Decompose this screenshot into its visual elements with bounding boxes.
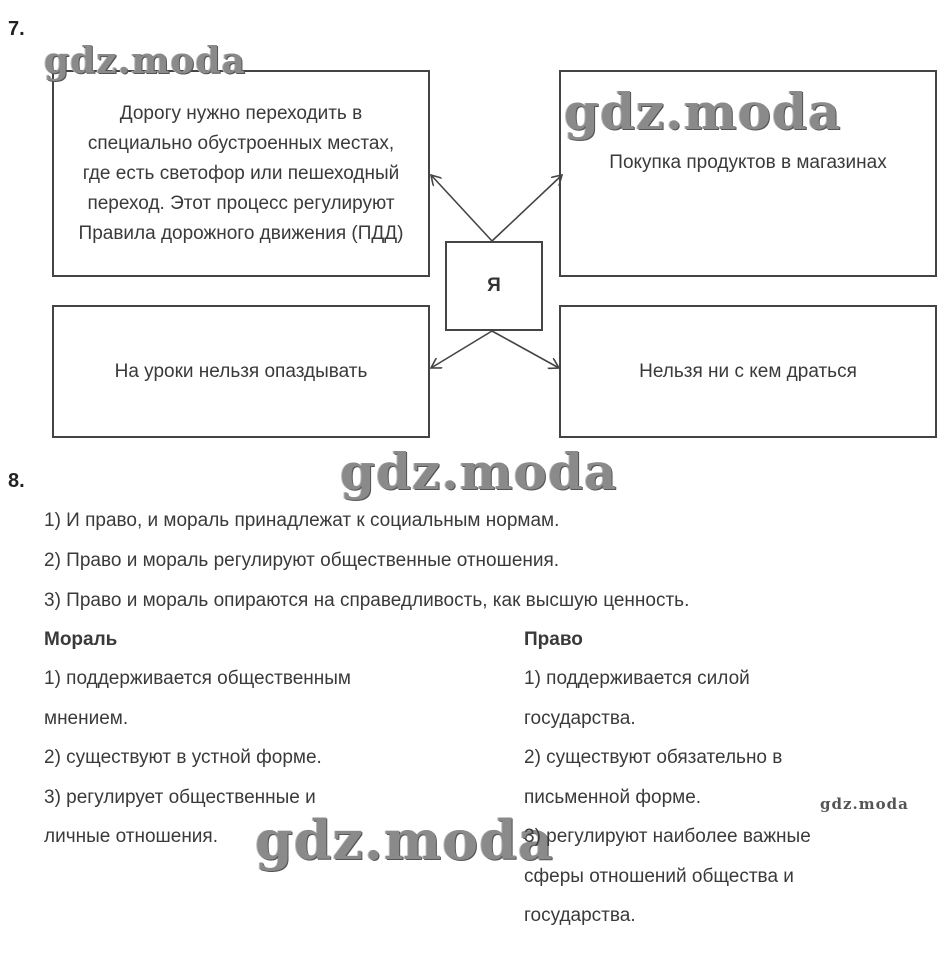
- law-heading: Право: [524, 629, 583, 650]
- task-7-number: 7.: [8, 18, 25, 40]
- moral-line: 1) поддерживается общественным: [44, 668, 351, 689]
- watermark-logo-small: gdz.moda: [820, 795, 909, 813]
- similarity-2: 2) Право и мораль регулируют общественные отношения.: [44, 550, 560, 571]
- arrow-to-bottom-left: [431, 331, 492, 368]
- center-label: Я: [487, 275, 501, 296]
- law-line: 3) регулируют наиболее важные: [524, 826, 811, 847]
- arrow-to-top-left: [431, 175, 492, 241]
- moral-heading: Мораль: [44, 629, 118, 650]
- law-line: государства.: [524, 708, 636, 729]
- box-no-fighting-text: Нельзя ни с кем драться: [639, 360, 857, 382]
- moral-line: 2) существуют в устной форме.: [44, 747, 322, 768]
- moral-line: мнением.: [44, 708, 129, 729]
- box-shopping-text: Покупка продуктов в магазинах: [609, 152, 887, 173]
- task-8-number: 8.: [8, 470, 25, 492]
- arrow-to-bottom-right: [492, 331, 559, 368]
- similarity-1: 1) И право, и мораль принадлежат к социальным нормам.: [44, 510, 560, 531]
- moral-line: личные отношения.: [44, 826, 218, 847]
- watermark-logo: gdz.moda: [340, 442, 618, 501]
- watermark-logo: gdz.moda: [255, 808, 554, 872]
- law-line: сферы отношений общества и: [524, 866, 794, 887]
- law-line: государства.: [524, 905, 636, 926]
- watermark-logo: gdz.moda: [44, 40, 246, 82]
- box-school-text: На уроки нельзя опаздывать: [114, 360, 368, 382]
- similarity-3: 3) Право и мораль опираются на справедливость, как высшую ценность.: [44, 590, 690, 611]
- box-traffic-rules-text: Дорогу нужно переходить в специально обустроенных местах, где есть светофор или пешеходный переход. Этот процесс регулируют Правила дорожного движения (ПДД): [78, 102, 404, 244]
- arrow-to-top-right: [492, 175, 562, 241]
- law-line: 2) существуют обязательно в: [524, 747, 783, 768]
- law-line: письменной форме.: [524, 787, 702, 808]
- moral-line: 3) регулирует общественные и: [44, 787, 316, 808]
- law-line: 1) поддерживается силой: [524, 668, 750, 689]
- watermark-logo: gdz.moda: [564, 82, 842, 141]
